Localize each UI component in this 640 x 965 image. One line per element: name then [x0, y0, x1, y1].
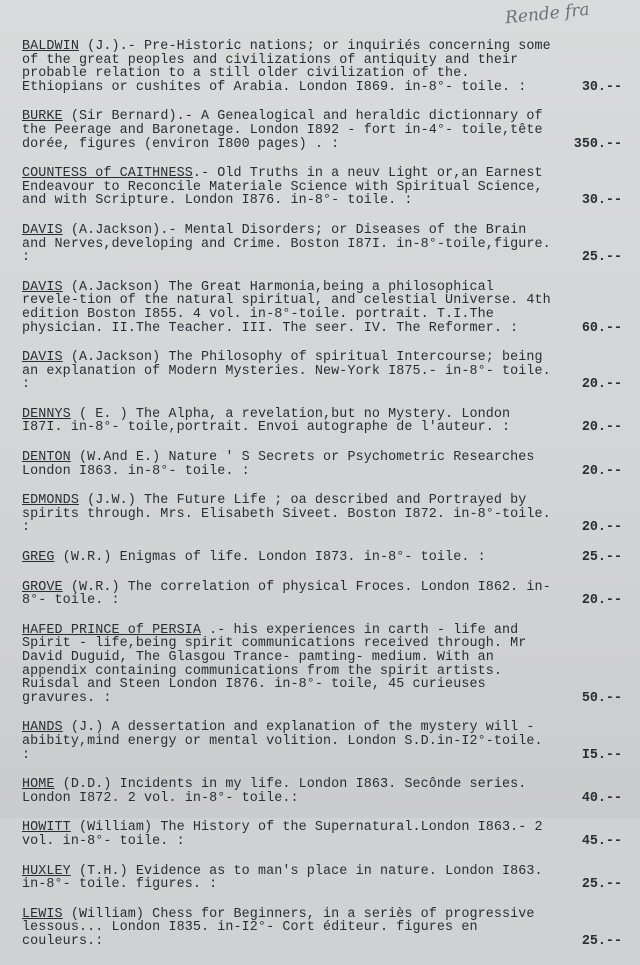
price: 20.-- [581, 420, 622, 436]
entry-description: (A.Jackson) The Philosophy of spiritual Intercourse; being an explanation of Modern Mysteries. New-York I875.- in-8°- toile. : [22, 350, 551, 393]
price: 30.-- [581, 79, 622, 95]
author-name: GREG [22, 550, 55, 566]
entry-hafed [22, 624, 622, 706]
entry-lewis [22, 908, 622, 949]
author-name: HOWITT [22, 820, 71, 836]
entry-denton [22, 451, 622, 478]
author-name: LEWIS [22, 906, 63, 922]
entry-description: (D.D.) Incidents in my life. London I863. Secônde series. London I872. 2 vol. in-8°- toile.: [22, 777, 527, 806]
handwritten-note: Rende fra [504, 0, 591, 29]
author-name: HAFED PRINCE of PERSIA [22, 622, 201, 638]
price: 20.-- [581, 593, 622, 609]
entry-description: (J.) A dessertation and explanation of the mystery will - abibity,mind energy or mental volition. London S.D.in-I2°-toile. : [22, 720, 543, 763]
entry-description: .- Old Truths in a neuv Light or,an Earnest Endeavour to Reconcile Materiale Science with Spiritual Science, and with Scripture. London I876. in-8°- toile. : [22, 166, 543, 209]
price: 20.-- [581, 463, 622, 479]
author-name: DAVIS [22, 279, 63, 295]
author-name: GROVE [22, 579, 63, 595]
entry-description: (Sir Bernard).- A Genealogical and heraldic dictionnary of the Peerage and Baronetage. London I892 - fort in-4°- toile,tête dorée, figures (environ I800 pages) . : [22, 109, 543, 152]
entry-home [22, 778, 622, 805]
author-name: BURKE [22, 109, 63, 125]
price: 45.-- [581, 833, 622, 849]
author-name: DENNYS [22, 406, 71, 422]
price: 30.-- [581, 193, 622, 209]
entry-caithness [22, 167, 622, 208]
entry-description: (W.R.) Enigmas of life. London I873. in-8°- toile. : [54, 550, 486, 566]
entry-grove [22, 581, 622, 608]
entry-edmonds [22, 494, 622, 535]
author-name: HOME [22, 777, 55, 793]
entry-description: (J.).- Pre-Historic nations; or inquiriés concerning some of the great peoples and civilizations of antiquity and their probable relation to a still older civilization of the. Ethiopians or cushites of Arabia. London I869. in-8°- toile. : [22, 39, 551, 95]
price: 350.-- [573, 136, 622, 152]
entry-huxley [22, 865, 622, 892]
entry-greg [22, 551, 622, 565]
price: I5.-- [581, 747, 622, 763]
entry-description: (A.Jackson).- Mental Disorders; or Diseases of the Brain and Nerves,developing and Crime. Boston I87I. in-8°-toile,figure. : [22, 222, 551, 266]
entry-baldwin [22, 40, 622, 94]
author-name: COUNTESS of CAITHNESS [22, 166, 193, 182]
price: 40.-- [581, 790, 622, 806]
entry-description: (William) Chess for Beginners, in a seriès of progressive lessous... London I835. in-I2°- Cort éditeur. figures en couleurs.: [22, 906, 535, 949]
author-name: DENTON [22, 450, 71, 466]
entry-description: (T.H.) Evidence as to man's place in nature. London I863. in-8°- toile. figures. : [22, 863, 543, 893]
price: 60.-- [581, 320, 622, 336]
price: 50.-- [581, 690, 622, 706]
entry-list [22, 40, 622, 965]
price: 25.-- [581, 550, 622, 566]
entry-dennys [22, 408, 622, 435]
author-name: HANDS [22, 720, 63, 736]
entry-davis-1 [22, 224, 622, 265]
entry-howitt [22, 821, 622, 848]
entry-description: (A.Jackson) The Great Harmonia,being a philosophical revele-tion of the natural spiritual, and celestial Universe. 4th edition Boston I855. 4 vol. in-8°-toile. portrait. T.I.The physician. II.The Teacher. III. The seer. IV. The Reformer. : [22, 279, 551, 336]
entry-description: (W.And E.) Nature ' S Secrets or Psychometric Researches London I863. in-8°- toile. : [22, 450, 535, 479]
entry-davis-3 [22, 351, 622, 392]
price: 20.-- [581, 377, 622, 393]
author-name: HUXLEY [22, 863, 71, 879]
entry-description: (W.R.) The correlation of physical Froces. London I862. in-8°- toile. : [22, 579, 551, 609]
entry-burke [22, 110, 622, 151]
entry-description: (J.W.) The Future Life ; oa described and Portrayed by spirits through. Mrs. Elisabeth Siveet. Boston I872. in-8°-toile. : [22, 493, 551, 536]
entry-description: (William) The History of the Supernatural.London I863.- 2 vol. in-8°- toile. : [22, 820, 543, 849]
price: 25.-- [581, 250, 622, 266]
price: 25.-- [581, 933, 622, 949]
author-name: EDMONDS [22, 493, 79, 509]
price: 25.-- [581, 877, 622, 893]
entry-description: .- his experiences in carth - life and Spirit - life,being spirit communications received through. Mr David Duguid, The Glasgou Trance- pamting- medium. With an appendix containing communications from the spirit artists. Ruisdal and Steen London I876. in-8°- toile, 45 curieuses gravures. : [22, 622, 527, 706]
author-name: DAVIS [22, 350, 63, 366]
author-name: BALDWIN [22, 39, 79, 54]
entry-davis-2 [22, 281, 622, 335]
entry-description: ( E. ) The Alpha, a revelation,but no Mystery. London I87I. in-8°- toile,portrait. Envoi autographe de l'auteur. : [22, 406, 511, 436]
author-name: DAVIS [22, 222, 63, 238]
entry-hands [22, 721, 622, 762]
price: 20.-- [581, 520, 622, 536]
